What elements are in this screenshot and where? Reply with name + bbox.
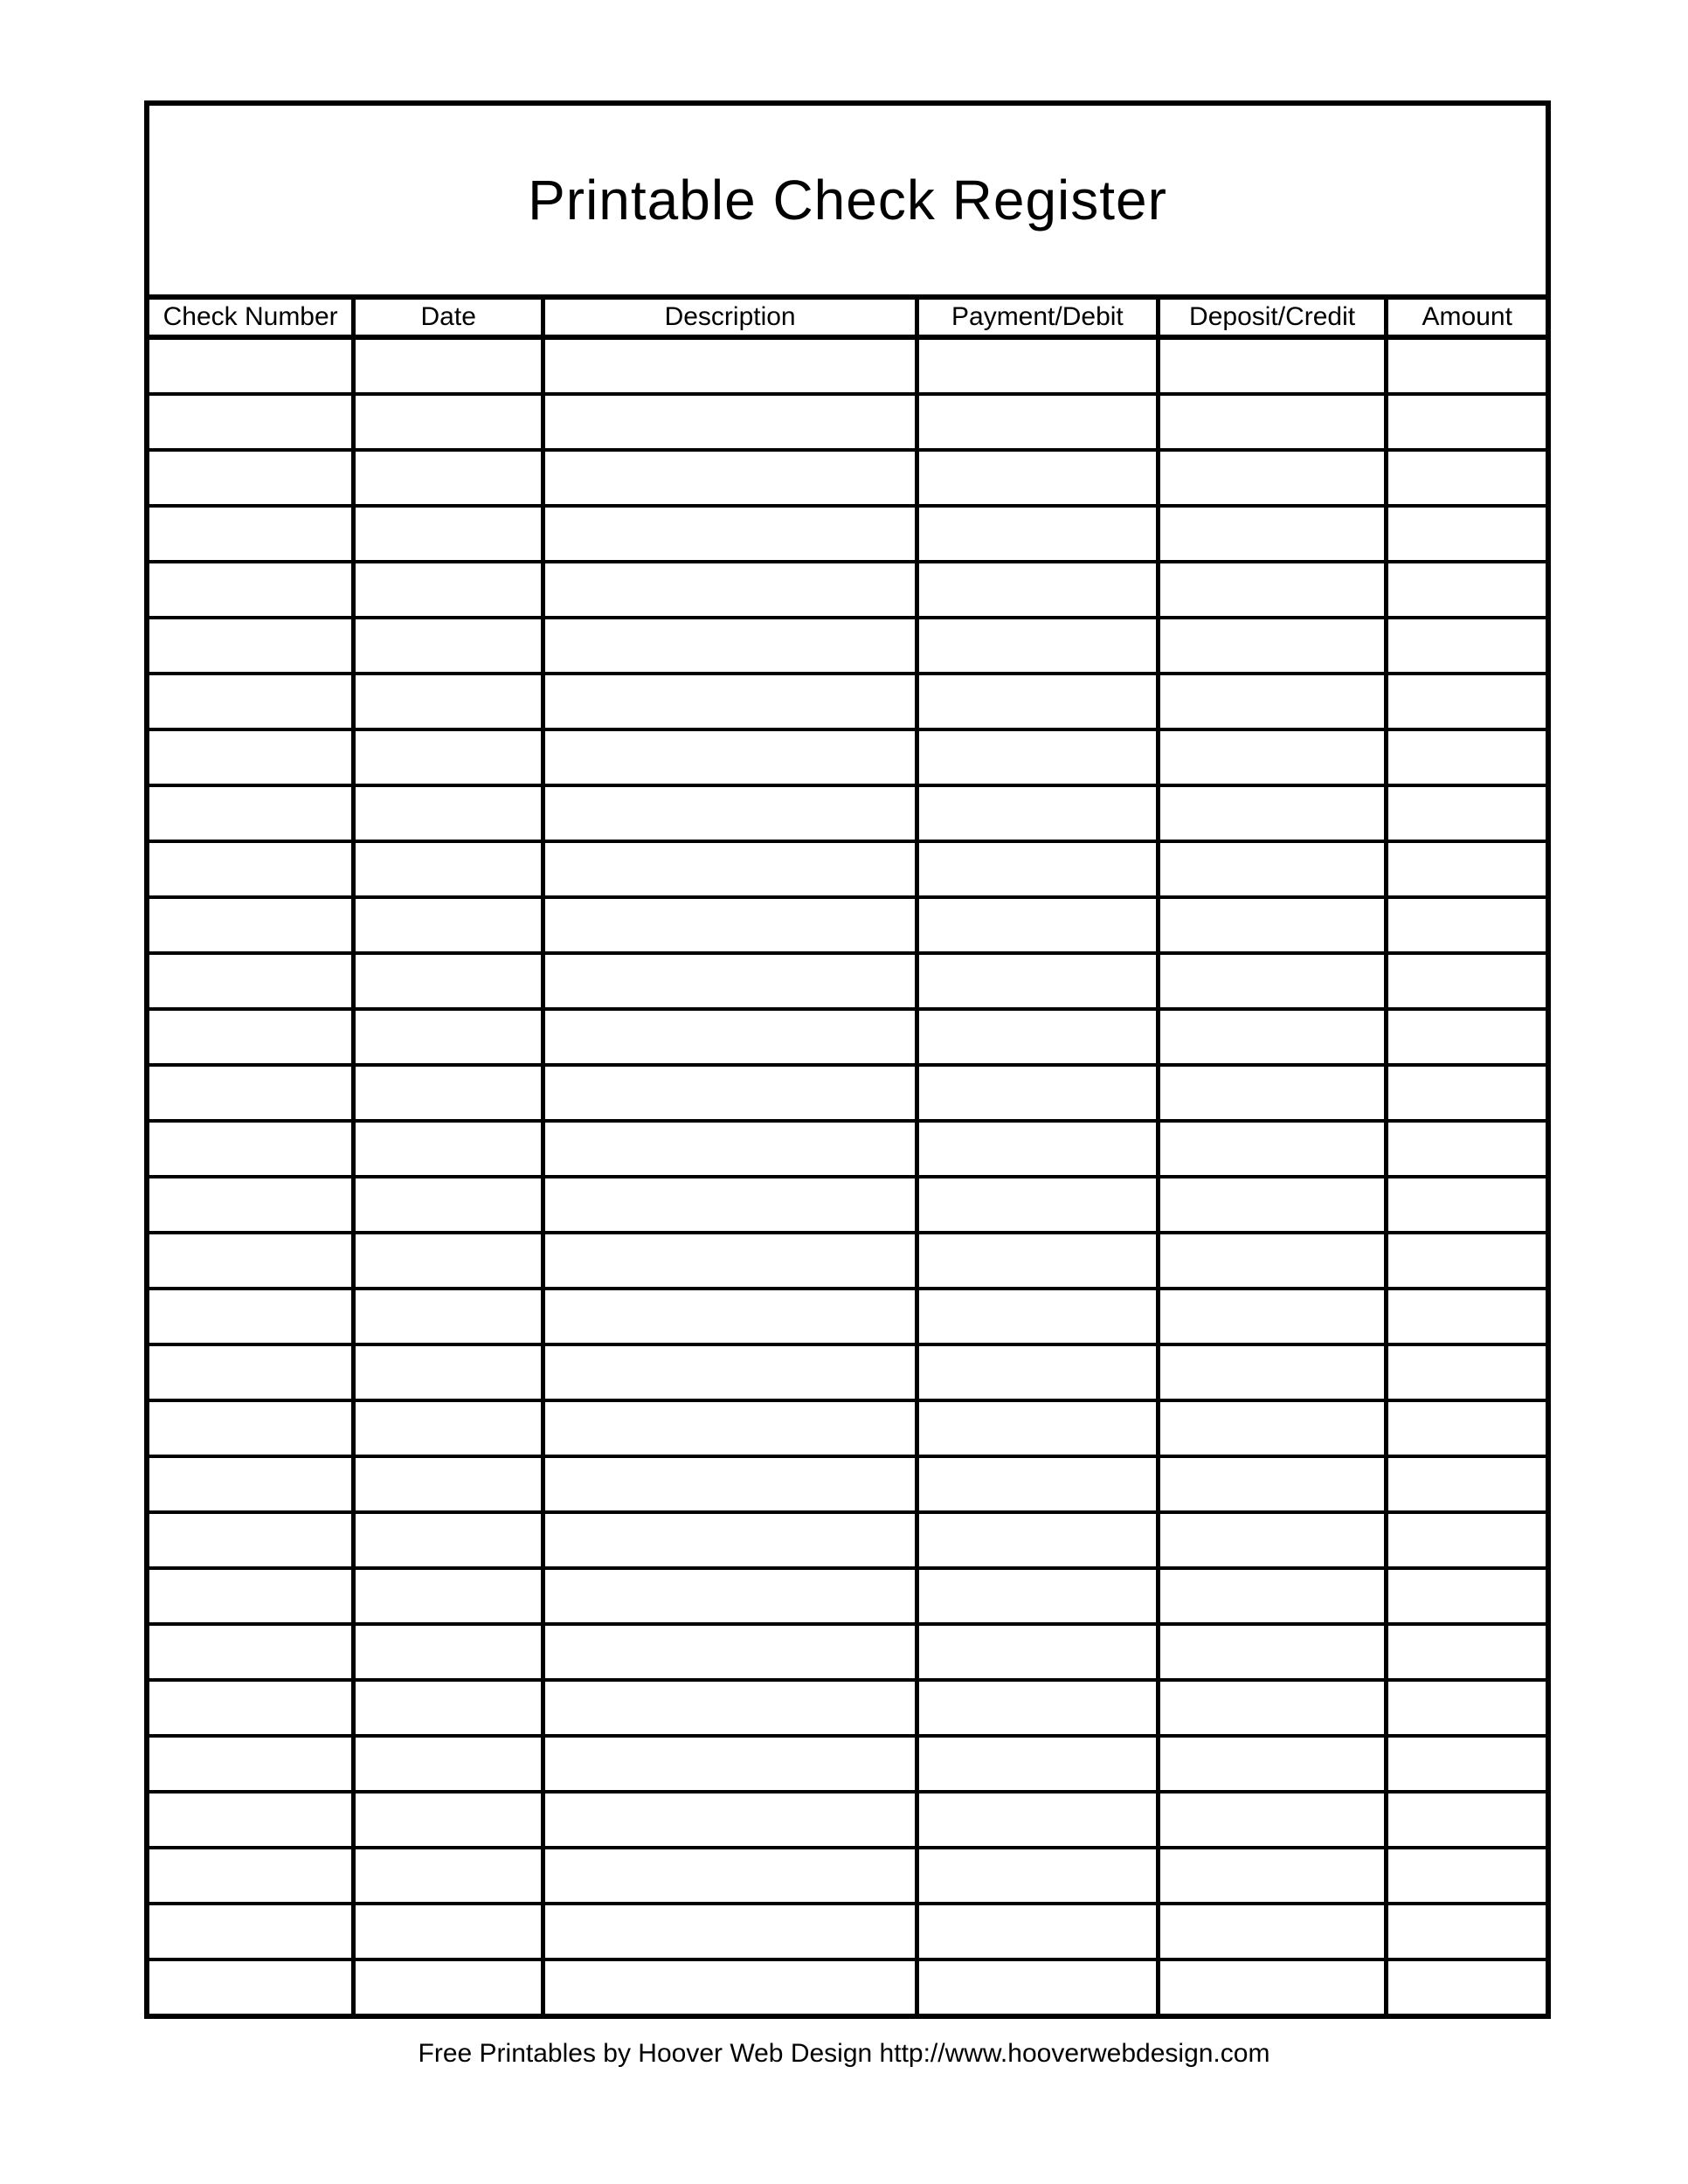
register-row	[149, 506, 1546, 562]
register-cell-date	[354, 506, 543, 562]
register-cell-payment-debit	[917, 1009, 1159, 1065]
register-cell-description	[543, 1568, 917, 1624]
register-cell-description	[543, 1736, 917, 1792]
register-cell-amount	[1387, 1121, 1546, 1177]
register-cell-amount	[1387, 729, 1546, 785]
register-cell-payment-debit	[917, 450, 1159, 506]
register-cell-deposit-credit	[1158, 1568, 1387, 1624]
register-cell-check-number	[149, 1568, 354, 1624]
register-cell-deposit-credit	[1158, 1904, 1387, 1959]
register-cell-payment-debit	[917, 1177, 1159, 1233]
register-cell-amount	[1387, 1233, 1546, 1289]
register-cell-date	[354, 450, 543, 506]
register-cell-deposit-credit	[1158, 618, 1387, 674]
register-cell-check-number	[149, 1904, 354, 1959]
register-row	[149, 1233, 1546, 1289]
document-title: Printable Check Register	[528, 169, 1167, 232]
register-cell-deposit-credit	[1158, 674, 1387, 729]
register-row	[149, 1009, 1546, 1065]
register-cell-payment-debit	[917, 1233, 1159, 1289]
register-row	[149, 897, 1546, 953]
register-cell-description	[543, 1177, 917, 1233]
register-cell-date	[354, 1848, 543, 1904]
register-cell-payment-debit	[917, 1065, 1159, 1121]
register-cell-description	[543, 1959, 917, 2014]
register-cell-date	[354, 1512, 543, 1568]
register-cell-check-number	[149, 562, 354, 618]
register-cell-check-number	[149, 1177, 354, 1233]
register-cell-amount	[1387, 618, 1546, 674]
register-cell-amount	[1387, 1568, 1546, 1624]
register-cell-check-number	[149, 1624, 354, 1680]
register-cell-check-number	[149, 729, 354, 785]
register-cell-date	[354, 1344, 543, 1400]
register-cell-check-number	[149, 506, 354, 562]
register-cell-amount	[1387, 1009, 1546, 1065]
register-cell-check-number	[149, 1009, 354, 1065]
register-cell-check-number	[149, 1456, 354, 1512]
register-cell-amount	[1387, 1344, 1546, 1400]
register-cell-date	[354, 1289, 543, 1344]
column-header-check-number: Check Number	[149, 297, 354, 337]
register-cell-date	[354, 1065, 543, 1121]
register-row	[149, 337, 1546, 394]
register-cell-date	[354, 1400, 543, 1456]
register-row	[149, 1568, 1546, 1624]
register-cell-date	[354, 562, 543, 618]
register-cell-deposit-credit	[1158, 1121, 1387, 1177]
register-cell-check-number	[149, 450, 354, 506]
register-cell-payment-debit	[917, 1736, 1159, 1792]
register-cell-amount	[1387, 841, 1546, 897]
register-cell-amount	[1387, 1400, 1546, 1456]
register-cell-date	[354, 1680, 543, 1736]
register-cell-amount	[1387, 562, 1546, 618]
register-cell-description	[543, 394, 917, 450]
register-row	[149, 450, 1546, 506]
register-row	[149, 1177, 1546, 1233]
register-cell-date	[354, 337, 543, 394]
register-row	[149, 1904, 1546, 1959]
register-cell-payment-debit	[917, 1959, 1159, 2014]
register-cell-check-number	[149, 1792, 354, 1848]
footer-credit: Free Printables by Hoover Web Design http://www.hooverwebdesign.com	[418, 2039, 1270, 2068]
register-cell-description	[543, 1289, 917, 1344]
register-cell-amount	[1387, 1065, 1546, 1121]
register-cell-description	[543, 450, 917, 506]
register-cell-amount	[1387, 785, 1546, 841]
register-cell-amount	[1387, 1512, 1546, 1568]
register-row	[149, 1344, 1546, 1400]
register-cell-description	[543, 1624, 917, 1680]
register-cell-payment-debit	[917, 394, 1159, 450]
register-cell-description	[543, 1848, 917, 1904]
register-cell-deposit-credit	[1158, 1736, 1387, 1792]
column-header-deposit-credit: Deposit/Credit	[1158, 297, 1387, 337]
register-cell-check-number	[149, 953, 354, 1009]
register-cell-deposit-credit	[1158, 841, 1387, 897]
register-cell-amount	[1387, 506, 1546, 562]
register-cell-description	[543, 729, 917, 785]
register-cell-deposit-credit	[1158, 1456, 1387, 1512]
register-cell-deposit-credit	[1158, 337, 1387, 394]
register-row	[149, 1624, 1546, 1680]
register-cell-date	[354, 1792, 543, 1848]
register-cell-payment-debit	[917, 897, 1159, 953]
register-cell-description	[543, 841, 917, 897]
register-cell-payment-debit	[917, 674, 1159, 729]
register-cell-description	[543, 618, 917, 674]
column-header-date: Date	[354, 297, 543, 337]
register-cell-check-number	[149, 1736, 354, 1792]
register-cell-description	[543, 1009, 917, 1065]
register-cell-description	[543, 953, 917, 1009]
register-cell-deposit-credit	[1158, 1065, 1387, 1121]
column-header-amount: Amount	[1387, 297, 1546, 337]
register-cell-deposit-credit	[1158, 1959, 1387, 2014]
register-row	[149, 1848, 1546, 1904]
register-cell-date	[354, 897, 543, 953]
register-cell-date	[354, 953, 543, 1009]
register-cell-date	[354, 1121, 543, 1177]
register-row	[149, 562, 1546, 618]
register-row	[149, 618, 1546, 674]
register-cell-payment-debit	[917, 1848, 1159, 1904]
register-row	[149, 674, 1546, 729]
register-cell-amount	[1387, 674, 1546, 729]
register-row	[149, 953, 1546, 1009]
register-cell-deposit-credit	[1158, 1289, 1387, 1344]
register-cell-check-number	[149, 1121, 354, 1177]
register-cell-description	[543, 1233, 917, 1289]
register-cell-payment-debit	[917, 729, 1159, 785]
register-cell-deposit-credit	[1158, 729, 1387, 785]
register-cell-deposit-credit	[1158, 1848, 1387, 1904]
register-row	[149, 1792, 1546, 1848]
register-cell-check-number	[149, 1959, 354, 2014]
register-cell-amount	[1387, 1624, 1546, 1680]
register-cell-deposit-credit	[1158, 1177, 1387, 1233]
register-cell-deposit-credit	[1158, 1512, 1387, 1568]
register-row	[149, 1680, 1546, 1736]
register-cell-amount	[1387, 897, 1546, 953]
register-cell-description	[543, 1904, 917, 1959]
title-box	[149, 106, 1546, 294]
register-cell-payment-debit	[917, 618, 1159, 674]
register-cell-deposit-credit	[1158, 953, 1387, 1009]
register-cell-description	[543, 562, 917, 618]
check-register-table	[149, 294, 1546, 2014]
register-cell-amount	[1387, 450, 1546, 506]
register-cell-date	[354, 841, 543, 897]
register-cell-amount	[1387, 337, 1546, 394]
register-cell-deposit-credit	[1158, 897, 1387, 953]
register-cell-payment-debit	[917, 562, 1159, 618]
register-cell-deposit-credit	[1158, 1344, 1387, 1400]
register-cell-check-number	[149, 897, 354, 953]
register-cell-date	[354, 1177, 543, 1233]
register-cell-check-number	[149, 1400, 354, 1456]
register-cell-description	[543, 337, 917, 394]
register-cell-payment-debit	[917, 1289, 1159, 1344]
register-cell-payment-debit	[917, 953, 1159, 1009]
register-cell-description	[543, 674, 917, 729]
register-cell-date	[354, 674, 543, 729]
register-cell-check-number	[149, 674, 354, 729]
register-cell-check-number	[149, 1065, 354, 1121]
register-cell-deposit-credit	[1158, 394, 1387, 450]
register-cell-amount	[1387, 953, 1546, 1009]
register-row	[149, 729, 1546, 785]
register-cell-deposit-credit	[1158, 1400, 1387, 1456]
register-cell-payment-debit	[917, 1512, 1159, 1568]
register-cell-deposit-credit	[1158, 785, 1387, 841]
register-cell-payment-debit	[917, 1624, 1159, 1680]
register-cell-date	[354, 1959, 543, 2014]
register-cell-deposit-credit	[1158, 450, 1387, 506]
register-cell-amount	[1387, 1177, 1546, 1233]
register-cell-date	[354, 1624, 543, 1680]
register-cell-payment-debit	[917, 1344, 1159, 1400]
register-cell-date	[354, 1904, 543, 1959]
register-row	[149, 1400, 1546, 1456]
register-cell-description	[543, 1400, 917, 1456]
register-cell-date	[354, 394, 543, 450]
register-cell-date	[354, 1568, 543, 1624]
register-cell-payment-debit	[917, 785, 1159, 841]
register-cell-payment-debit	[917, 1456, 1159, 1512]
register-cell-deposit-credit	[1158, 506, 1387, 562]
register-cell-deposit-credit	[1158, 562, 1387, 618]
register-row	[149, 841, 1546, 897]
register-row	[149, 1959, 1546, 2014]
register-cell-description	[543, 1680, 917, 1736]
register-row	[149, 1736, 1546, 1792]
register-cell-date	[354, 1009, 543, 1065]
table-header-row	[149, 297, 1546, 337]
register-cell-payment-debit	[917, 1568, 1159, 1624]
register-cell-amount	[1387, 1792, 1546, 1848]
register-cell-description	[543, 897, 917, 953]
register-cell-amount	[1387, 1680, 1546, 1736]
register-row	[149, 394, 1546, 450]
register-cell-payment-debit	[917, 1792, 1159, 1848]
register-cell-date	[354, 729, 543, 785]
register-cell-date	[354, 618, 543, 674]
register-cell-amount	[1387, 1289, 1546, 1344]
register-cell-check-number	[149, 1289, 354, 1344]
register-cell-check-number	[149, 394, 354, 450]
register-row	[149, 1121, 1546, 1177]
column-header-payment-debit: Payment/Debit	[917, 297, 1159, 337]
register-cell-payment-debit	[917, 1680, 1159, 1736]
register-cell-amount	[1387, 1736, 1546, 1792]
register-cell-description	[543, 1512, 917, 1568]
register-cell-description	[543, 506, 917, 562]
register-cell-date	[354, 1456, 543, 1512]
register-cell-check-number	[149, 337, 354, 394]
register-cell-check-number	[149, 841, 354, 897]
register-sheet	[144, 100, 1551, 2019]
register-cell-date	[354, 1736, 543, 1792]
register-cell-check-number	[149, 618, 354, 674]
register-cell-payment-debit	[917, 841, 1159, 897]
register-cell-check-number	[149, 785, 354, 841]
register-cell-amount	[1387, 1848, 1546, 1904]
register-cell-date	[354, 785, 543, 841]
register-cell-payment-debit	[917, 337, 1159, 394]
register-cell-payment-debit	[917, 1121, 1159, 1177]
register-row	[149, 1289, 1546, 1344]
register-cell-deposit-credit	[1158, 1009, 1387, 1065]
register-cell-description	[543, 1121, 917, 1177]
register-cell-deposit-credit	[1158, 1233, 1387, 1289]
register-cell-amount	[1387, 1904, 1546, 1959]
register-cell-payment-debit	[917, 1904, 1159, 1959]
register-cell-check-number	[149, 1512, 354, 1568]
column-header-description: Description	[543, 297, 917, 337]
register-cell-amount	[1387, 394, 1546, 450]
register-row	[149, 1512, 1546, 1568]
register-cell-amount	[1387, 1959, 1546, 2014]
register-cell-description	[543, 1344, 917, 1400]
register-cell-payment-debit	[917, 506, 1159, 562]
register-cell-deposit-credit	[1158, 1792, 1387, 1848]
register-cell-deposit-credit	[1158, 1624, 1387, 1680]
register-cell-check-number	[149, 1344, 354, 1400]
register-row	[149, 1065, 1546, 1121]
register-cell-deposit-credit	[1158, 1680, 1387, 1736]
register-cell-check-number	[149, 1680, 354, 1736]
register-cell-amount	[1387, 1456, 1546, 1512]
register-row	[149, 785, 1546, 841]
register-cell-payment-debit	[917, 1400, 1159, 1456]
register-cell-description	[543, 1456, 917, 1512]
register-cell-check-number	[149, 1848, 354, 1904]
register-cell-description	[543, 785, 917, 841]
register-cell-date	[354, 1233, 543, 1289]
register-cell-check-number	[149, 1233, 354, 1289]
register-cell-description	[543, 1792, 917, 1848]
register-cell-description	[543, 1065, 917, 1121]
register-row	[149, 1456, 1546, 1512]
